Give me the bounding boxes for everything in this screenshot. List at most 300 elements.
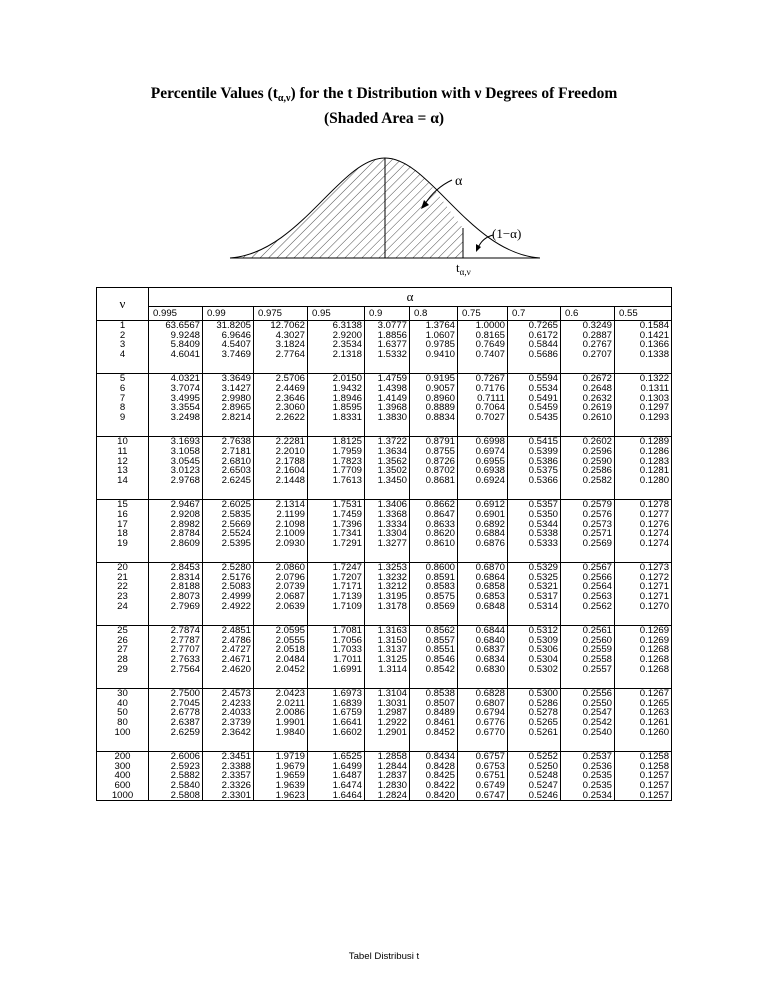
df-cell: 21 (97, 573, 149, 583)
spacer-cell (458, 674, 508, 689)
value-cell: 3.1427 (203, 384, 254, 394)
spacer-cell (508, 674, 561, 689)
value-cell: 0.1272 (615, 573, 672, 583)
value-cell: 0.5844 (508, 340, 561, 350)
value-cell: 0.2576 (561, 510, 615, 520)
value-cell: 1.9840 (254, 728, 308, 738)
title-suffix: ) for the t Distribution with ν Degrees of Freedom (290, 85, 618, 102)
value-cell: 12.7062 (254, 321, 308, 331)
value-cell: 0.7111 (458, 394, 508, 404)
value-cell: 0.6870 (458, 563, 508, 573)
value-cell: 0.8583 (410, 582, 458, 592)
value-cell: 0.6955 (458, 457, 508, 467)
value-cell: 0.1289 (615, 437, 672, 447)
value-cell: 0.2619 (561, 403, 615, 413)
value-cell: 3.4995 (149, 394, 203, 404)
one-minus-alpha-arrow (478, 235, 493, 248)
value-cell: 0.8681 (410, 476, 458, 486)
spacer-cell (203, 611, 254, 626)
df-cell: 27 (97, 645, 149, 655)
value-cell: 0.7267 (458, 374, 508, 384)
title-prefix: Percentile Values (t (150, 85, 278, 102)
value-cell: 1.2830 (365, 781, 410, 791)
value-cell: 0.1269 (615, 636, 672, 646)
value-cell: 1.2987 (365, 708, 410, 718)
value-cell: 0.7265 (508, 321, 561, 331)
value-cell: 0.1269 (615, 626, 672, 636)
value-cell: 2.3388 (203, 762, 254, 772)
value-cell: 0.6830 (458, 665, 508, 675)
value-cell: 1.4149 (365, 394, 410, 404)
df-cell: 26 (97, 636, 149, 646)
value-cell: 2.0739 (254, 582, 308, 592)
table-row (97, 539, 672, 549)
value-cell: 2.5706 (254, 374, 308, 384)
df-cell: 24 (97, 602, 149, 612)
value-cell: 2.5280 (203, 563, 254, 573)
spacer-cell (410, 422, 458, 437)
value-cell: 1.8331 (308, 413, 365, 423)
value-cell: 6.3138 (308, 321, 365, 331)
df-cell: 1000 (97, 791, 149, 801)
value-cell: 1.3178 (365, 602, 410, 612)
value-cell: 0.1303 (615, 394, 672, 404)
spacer-cell (97, 422, 149, 437)
value-cell: 2.4671 (203, 655, 254, 665)
value-cell: 1.7109 (308, 602, 365, 612)
value-cell: 0.1268 (615, 665, 672, 675)
value-cell: 0.2571 (561, 529, 615, 539)
value-cell: 1.9679 (254, 762, 308, 772)
value-cell: 1.3334 (365, 520, 410, 530)
value-cell: 0.7649 (458, 340, 508, 350)
value-cell: 1.7531 (308, 500, 365, 510)
column-header: 0.95 (308, 307, 365, 321)
value-cell: 2.9200 (308, 331, 365, 341)
value-cell: 0.5312 (508, 626, 561, 636)
value-cell: 2.7969 (149, 602, 203, 612)
value-cell: 1.8595 (308, 403, 365, 413)
value-cell: 0.8434 (410, 752, 458, 762)
value-cell: 2.1318 (308, 350, 365, 360)
value-cell: 0.6776 (458, 718, 508, 728)
value-cell: 2.5840 (149, 781, 203, 791)
df-cell: 19 (97, 539, 149, 549)
value-cell: 1.9432 (308, 384, 365, 394)
value-cell: 5.8409 (149, 340, 203, 350)
value-cell: 0.6770 (458, 728, 508, 738)
value-cell: 0.1278 (615, 500, 672, 510)
value-cell: 2.0687 (254, 592, 308, 602)
value-cell: 1.3968 (365, 403, 410, 413)
value-cell: 0.1338 (615, 350, 672, 360)
value-cell: 0.7176 (458, 384, 508, 394)
value-cell: 0.1322 (615, 374, 672, 384)
spacer-cell (365, 611, 410, 626)
value-cell: 3.1693 (149, 437, 203, 447)
value-cell: 1.6474 (308, 781, 365, 791)
value-cell: 0.5309 (508, 636, 561, 646)
value-cell: 2.9768 (149, 476, 203, 486)
value-cell: 2.3060 (254, 403, 308, 413)
value-cell: 1.2858 (365, 752, 410, 762)
spacer-cell (615, 422, 672, 437)
value-cell: 1.3212 (365, 582, 410, 592)
spacer-cell (254, 422, 308, 437)
value-cell: 2.3646 (254, 394, 308, 404)
value-cell: 0.7027 (458, 413, 508, 423)
value-cell: 0.1257 (615, 781, 672, 791)
value-cell: 2.0860 (254, 563, 308, 573)
value-cell: 0.5265 (508, 718, 561, 728)
df-cell: 18 (97, 529, 149, 539)
value-cell: 0.8726 (410, 457, 458, 467)
df-cell: 6 (97, 384, 149, 394)
value-cell: 1.0000 (458, 321, 508, 331)
spacer-cell (561, 674, 615, 689)
spacer-cell (508, 485, 561, 500)
value-cell: 0.6998 (458, 437, 508, 447)
value-cell: 2.0150 (308, 374, 365, 384)
value-cell: 2.3357 (203, 771, 254, 781)
spacer-cell (149, 548, 203, 563)
value-cell: 2.9208 (149, 510, 203, 520)
value-cell: 0.5491 (508, 394, 561, 404)
df-cell: 14 (97, 476, 149, 486)
spacer-cell (308, 548, 365, 563)
spacer-cell (203, 359, 254, 374)
df-cell: 23 (97, 592, 149, 602)
value-cell: 1.6991 (308, 665, 365, 675)
value-cell: 3.3649 (203, 374, 254, 384)
spacer-cell (365, 737, 410, 752)
spacer-cell (561, 485, 615, 500)
value-cell: 0.2672 (561, 374, 615, 384)
df-cell: 4 (97, 350, 149, 360)
table-row (97, 476, 672, 486)
value-cell: 0.8562 (410, 626, 458, 636)
value-cell: 0.2569 (561, 539, 615, 549)
spacer-cell (615, 611, 672, 626)
value-cell: 2.8188 (149, 582, 203, 592)
spacer-cell (149, 611, 203, 626)
value-cell: 3.1824 (254, 340, 308, 350)
spacer-cell (97, 359, 149, 374)
value-cell: 1.6839 (308, 699, 365, 709)
value-cell: 2.6025 (203, 500, 254, 510)
value-cell: 0.8461 (410, 718, 458, 728)
column-header: 0.995 (149, 307, 203, 321)
value-cell: 2.7764 (254, 350, 308, 360)
spacer-cell (254, 548, 308, 563)
value-cell: 0.8662 (410, 500, 458, 510)
value-cell: 0.9785 (410, 340, 458, 350)
value-cell: 0.1271 (615, 592, 672, 602)
value-cell: 2.2281 (254, 437, 308, 447)
value-cell: 0.6807 (458, 699, 508, 709)
value-cell: 1.3406 (365, 500, 410, 510)
spacer-cell (149, 485, 203, 500)
value-cell: 2.8314 (149, 573, 203, 583)
table-row (97, 350, 672, 360)
value-cell: 2.1098 (254, 520, 308, 530)
value-cell: 2.5882 (149, 771, 203, 781)
value-cell: 1.3031 (365, 699, 410, 709)
value-cell: 1.3562 (365, 457, 410, 467)
value-cell: 0.1257 (615, 791, 672, 801)
value-cell: 1.2824 (365, 791, 410, 801)
value-cell: 2.7500 (149, 689, 203, 699)
spacer-cell (365, 674, 410, 689)
spacer-cell (410, 674, 458, 689)
value-cell: 3.2498 (149, 413, 203, 423)
value-cell: 1.9901 (254, 718, 308, 728)
value-cell: 1.3830 (365, 413, 410, 423)
value-cell: 0.2537 (561, 752, 615, 762)
df-cell: 13 (97, 466, 149, 476)
value-cell: 2.0518 (254, 645, 308, 655)
column-header: 0.8 (410, 307, 458, 321)
value-cell: 0.8489 (410, 708, 458, 718)
value-cell: 0.5248 (508, 771, 561, 781)
spacer-cell (458, 611, 508, 626)
value-cell: 0.5300 (508, 689, 561, 699)
column-header: 0.6 (561, 307, 615, 321)
group-spacer (97, 548, 672, 563)
value-cell: 0.8507 (410, 699, 458, 709)
value-cell: 0.8428 (410, 762, 458, 772)
value-cell: 2.7707 (149, 645, 203, 655)
spacer-cell (615, 359, 672, 374)
value-cell: 2.0555 (254, 636, 308, 646)
value-cell: 2.8214 (203, 413, 254, 423)
value-cell: 0.1258 (615, 752, 672, 762)
value-cell: 0.5686 (508, 350, 561, 360)
value-cell: 2.5083 (203, 582, 254, 592)
value-cell: 0.2559 (561, 645, 615, 655)
table-row (97, 602, 672, 612)
value-cell: 2.0452 (254, 665, 308, 675)
value-cell: 1.6464 (308, 791, 365, 801)
value-cell: 0.8546 (410, 655, 458, 665)
value-cell: 0.5415 (508, 437, 561, 447)
value-cell: 2.3739 (203, 718, 254, 728)
value-cell: 0.8647 (410, 510, 458, 520)
value-cell: 0.5338 (508, 529, 561, 539)
spacer-cell (365, 359, 410, 374)
spacer-cell (308, 422, 365, 437)
value-cell: 1.9719 (254, 752, 308, 762)
value-cell: 0.6844 (458, 626, 508, 636)
group-spacer (97, 485, 672, 500)
value-cell: 2.0423 (254, 689, 308, 699)
spacer-cell (203, 737, 254, 752)
value-cell: 1.3137 (365, 645, 410, 655)
value-cell: 0.1286 (615, 447, 672, 457)
value-cell: 1.9623 (254, 791, 308, 801)
value-cell: 2.4620 (203, 665, 254, 675)
spacer-cell (365, 422, 410, 437)
value-cell: 2.0930 (254, 539, 308, 549)
value-cell: 1.3368 (365, 510, 410, 520)
value-cell: 1.6759 (308, 708, 365, 718)
value-cell: 2.6245 (203, 476, 254, 486)
value-cell: 0.1257 (615, 771, 672, 781)
value-cell: 2.6778 (149, 708, 203, 718)
page-subtitle: (Shaded Area = α) (323, 110, 445, 127)
group-spacer (97, 359, 672, 374)
value-cell: 2.0796 (254, 573, 308, 583)
value-cell: 0.2590 (561, 457, 615, 467)
value-cell: 0.1274 (615, 529, 672, 539)
value-cell: 0.6974 (458, 447, 508, 457)
value-cell: 3.0777 (365, 321, 410, 331)
value-cell: 0.6751 (458, 771, 508, 781)
value-cell: 0.2767 (561, 340, 615, 350)
value-cell: 1.8856 (365, 331, 410, 341)
value-cell: 2.0595 (254, 626, 308, 636)
value-cell: 0.1261 (615, 718, 672, 728)
spacer-cell (458, 422, 508, 437)
value-cell: 0.8791 (410, 437, 458, 447)
value-cell: 2.4999 (203, 592, 254, 602)
value-cell: 1.8946 (308, 394, 365, 404)
value-cell: 3.0123 (149, 466, 203, 476)
value-cell: 0.6757 (458, 752, 508, 762)
value-cell: 0.5314 (508, 602, 561, 612)
value-cell: 0.2560 (561, 636, 615, 646)
value-cell: 0.8575 (410, 592, 458, 602)
value-cell: 1.3125 (365, 655, 410, 665)
spacer-cell (458, 548, 508, 563)
spacer-cell (254, 674, 308, 689)
value-cell: 0.6172 (508, 331, 561, 341)
table-row (97, 728, 672, 738)
spacer-cell (458, 485, 508, 500)
value-cell: 0.2632 (561, 394, 615, 404)
value-cell: 2.2622 (254, 413, 308, 423)
df-cell: 16 (97, 510, 149, 520)
value-cell: 1.2837 (365, 771, 410, 781)
value-cell: 2.1448 (254, 476, 308, 486)
value-cell: 0.5304 (508, 655, 561, 665)
value-cell: 0.2610 (561, 413, 615, 423)
value-cell: 0.6828 (458, 689, 508, 699)
value-cell: 0.5594 (508, 374, 561, 384)
value-cell: 0.5261 (508, 728, 561, 738)
value-cell: 0.6864 (458, 573, 508, 583)
value-cell: 0.1267 (615, 689, 672, 699)
value-cell: 0.2573 (561, 520, 615, 530)
value-cell: 0.1281 (615, 466, 672, 476)
value-cell: 1.3150 (365, 636, 410, 646)
value-cell: 0.8834 (410, 413, 458, 423)
column-header-row (97, 307, 672, 321)
value-cell: 1.4759 (365, 374, 410, 384)
value-cell: 1.7341 (308, 529, 365, 539)
value-cell: 3.7469 (203, 350, 254, 360)
value-cell: 0.2563 (561, 592, 615, 602)
value-cell: 0.8591 (410, 573, 458, 583)
value-cell: 0.6901 (458, 510, 508, 520)
value-cell: 2.7787 (149, 636, 203, 646)
value-cell: 0.5435 (508, 413, 561, 423)
value-cell: 0.8425 (410, 771, 458, 781)
spacer-cell (615, 674, 672, 689)
spacer-cell (458, 737, 508, 752)
spacer-cell (458, 359, 508, 374)
df-cell: 7 (97, 394, 149, 404)
df-cell: 100 (97, 728, 149, 738)
spacer-cell (615, 737, 672, 752)
value-cell: 2.4727 (203, 645, 254, 655)
value-cell: 1.6377 (365, 340, 410, 350)
value-cell: 0.6858 (458, 582, 508, 592)
df-cell: 12 (97, 457, 149, 467)
value-cell: 0.5306 (508, 645, 561, 655)
value-cell: 0.1273 (615, 563, 672, 573)
value-cell: 2.0639 (254, 602, 308, 612)
title-subscript: α,ν (277, 93, 291, 104)
value-cell: 4.6041 (149, 350, 203, 360)
spacer-cell (561, 611, 615, 626)
spacer-cell (97, 485, 149, 500)
value-cell: 1.3104 (365, 689, 410, 699)
value-cell: 0.2534 (561, 791, 615, 801)
value-cell: 0.5321 (508, 582, 561, 592)
df-cell: 80 (97, 718, 149, 728)
value-cell: 0.2564 (561, 582, 615, 592)
value-cell: 0.1297 (615, 403, 672, 413)
value-cell: 0.6753 (458, 762, 508, 772)
value-cell: 1.7207 (308, 573, 365, 583)
value-cell: 0.2556 (561, 689, 615, 699)
value-cell: 2.4033 (203, 708, 254, 718)
value-cell: 0.6834 (458, 655, 508, 665)
group-spacer (97, 674, 672, 689)
value-cell: 1.6499 (308, 762, 365, 772)
value-cell: 1.7056 (308, 636, 365, 646)
column-header: 0.55 (615, 307, 672, 321)
value-cell: 2.6006 (149, 752, 203, 762)
value-cell: 2.2010 (254, 447, 308, 457)
spacer-cell (254, 485, 308, 500)
value-cell: 2.6259 (149, 728, 203, 738)
alpha-label: α (455, 174, 463, 189)
value-cell: 2.3326 (203, 781, 254, 791)
spacer-cell (365, 548, 410, 563)
df-cell: 600 (97, 781, 149, 791)
spacer-cell (97, 548, 149, 563)
spacer-cell (615, 485, 672, 500)
value-cell: 2.0211 (254, 699, 308, 709)
t-distribution-table (96, 287, 672, 801)
value-cell: 0.5325 (508, 573, 561, 583)
value-cell: 2.1604 (254, 466, 308, 476)
value-cell: 3.0545 (149, 457, 203, 467)
spacer-cell (203, 674, 254, 689)
value-cell: 0.5302 (508, 665, 561, 675)
spacer-cell (97, 674, 149, 689)
table-row (97, 413, 672, 423)
value-cell: 2.3534 (308, 340, 365, 350)
spacer-cell (254, 737, 308, 752)
value-cell: 0.6938 (458, 466, 508, 476)
df-cell: 20 (97, 563, 149, 573)
spacer-cell (561, 737, 615, 752)
value-cell: 2.1788 (254, 457, 308, 467)
value-cell: 0.6848 (458, 602, 508, 612)
